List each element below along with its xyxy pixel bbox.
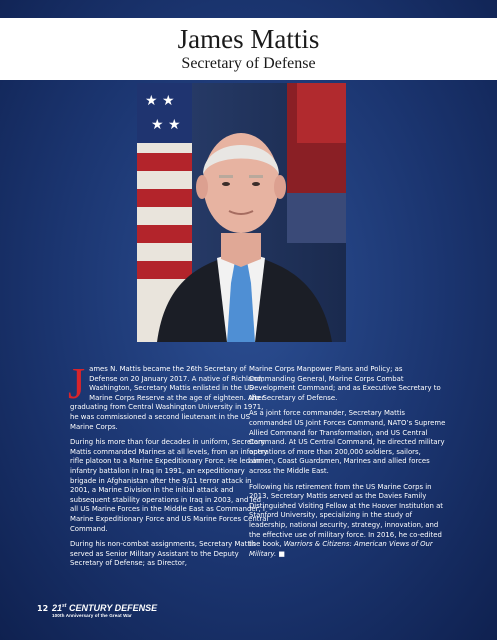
bio-column-left xyxy=(68,359,270,575)
bio-paragraph: Following his retirement from the US Marine Corps in 2013, Secretary Mattis served as the Davies Family Distinguished Visiting Fellow at the Hoover Institution at Stanford University, specializing in the study of leadership, national security, strategy, innovation, and the effective use of military force. In 2016, he co-edited the book, Warriors & Citizens: American Views of Our Military. ■ xyxy=(249,482,443,558)
bio-paragraph: James N. Mattis became the 26th Secretary of Defense on 20 January 2017. A native of Richland, Washington, Secretary Mattis enlisted in the US Marine Corps Reserve at the age of eighteen. After graduating from Central Washington University in 1971, he was commissioned a second lieutenant in the US Marine Corps. xyxy=(68,359,265,431)
portrait-illustration xyxy=(137,83,346,342)
bio-paragraph: Marine Corps Manpower Plans and Policy; as Commanding General, Marine Corps Combat Development Command; and as Executive Secretary to the Secretary of Defense. xyxy=(249,365,441,402)
publication-logo: 21st CENTURY DEFENSE 100th Anniversary of the Great War xyxy=(52,603,158,618)
page-number: 12 xyxy=(37,604,49,613)
flag-right xyxy=(287,83,346,243)
bio-paragraph: During his non-combat assignments, Secretary Mattis served as Senior Military Assistant to the Deputy Secretary of Defense; as Director, xyxy=(70,540,256,568)
bio-paragraph: During his more than four decades in uniform, Secretary Mattis commanded Marines at all levels, from an infantry rifle platoon to a Marine Expeditionary Force. He led an infantry battalion in Iraq in 1991, an expeditionary brigade in Afghanistan after the 9/11 terror attack in 2001, a Marine Division in the initial attack and subsequent stability operations in Iraq in 2003, and led all US Marine Forces in the Middle East as Commander, I Marine Expeditionary Force and US Marine Forces Central Command. xyxy=(70,438,269,533)
portrait-photo xyxy=(137,83,346,342)
page-title: James Mattis xyxy=(177,24,320,54)
bio-column-right xyxy=(249,365,449,565)
bio-paragraph: As a joint force commander, Secretary Mattis commanded US Joint Forces Command, NATO’s Supreme Allied Command for Transformation, and US Central Command. At US Central Command, he directed military operations of more than 200,000 soldiers, sailors, airmen, Coast Guardsmen, Marines and allied forces across the Middle East. xyxy=(249,409,446,475)
svg-text:★ ★: ★ ★ xyxy=(151,117,181,133)
svg-text:★ ★: ★ ★ xyxy=(145,93,175,109)
title-band xyxy=(0,18,497,80)
page-subtitle: Secretary of Defense xyxy=(181,55,316,72)
book-title: Warriors & Citizens: American Views of Our Military. xyxy=(249,540,433,558)
end-mark-icon: ■ xyxy=(278,549,285,558)
drop-cap: J xyxy=(68,359,86,408)
